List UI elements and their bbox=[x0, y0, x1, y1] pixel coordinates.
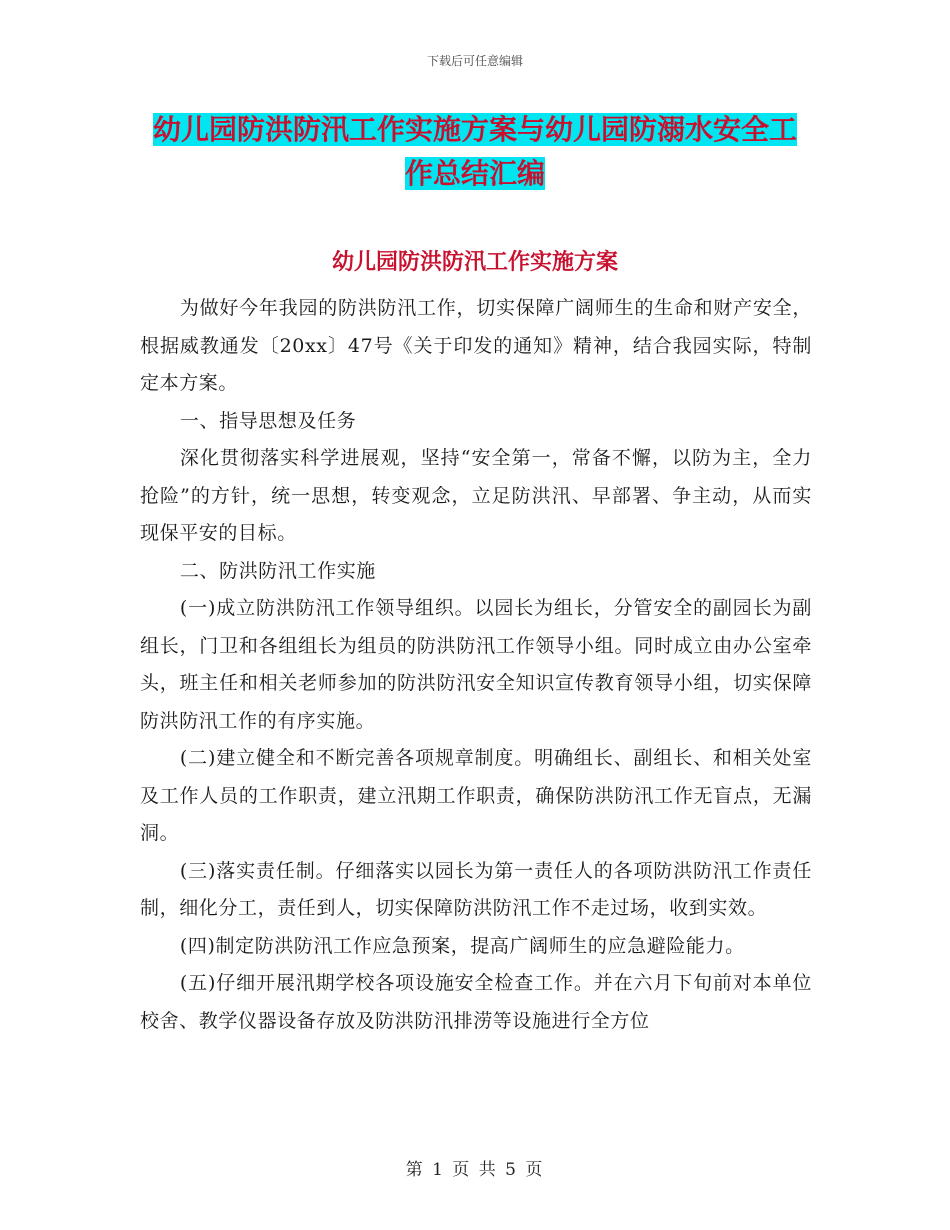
paragraph-item-3: (三)落实责任制。仔细落实以园长为第一责任人的各项防洪防汛工作责任制，细化分工，责任到人，切实保障防洪防汛工作不走过场，收到实效。 bbox=[140, 859, 812, 919]
page-number: 第 1 页 共 5 页 bbox=[405, 1160, 545, 1180]
body-text bbox=[140, 290, 812, 1040]
paragraph-item-1: (一)成立防洪防汛工作领导组织。以园长为组长，分管安全的副园长为副组长，门卫和各组组长为组员的防洪防汛工作领导小组。同时成立由办公室牵头，班主任和相关老师参加的防洪防汛安全知识宣传教育领导小组，切实保障防洪防汛工作的有序实施。 bbox=[140, 597, 812, 732]
title-line-2: 作总结汇编 bbox=[404, 157, 545, 190]
heading-guiding-ideology: 一、指导思想及任务 bbox=[179, 409, 357, 432]
paragraph-item-5: (五)仔细开展汛期学校各项设施安全检查工作。并在六月下旬前对本单位校舍、教学仪器设备存放及防洪防汛排涝等设施进行全方位 bbox=[140, 972, 812, 1032]
paragraph-intro: 为做好今年我园的防洪防汛工作，切实保障广阔师生的生命和财产安全，根据威教通发〔20xx〕47号《关于印发的通知》精神，结合我园实际，特制定本方案。 bbox=[140, 297, 812, 394]
document-title bbox=[140, 108, 810, 196]
title-line-1: 幼儿园防洪防汛工作实施方案与幼儿园防溺水安全工 bbox=[152, 113, 797, 146]
paragraph-item-4: (四)制定防洪防汛工作应急预案，提高广阔师生的应急避险能力。 bbox=[179, 934, 745, 957]
header-note: 下载后可任意编辑 bbox=[426, 54, 523, 68]
paragraph-guiding-ideology: 深化贯彻落实科学进展观，坚持“安全第一，常备不懈，以防为主，全力抢险”的方针，统一思想，转变观念，立足防洪汛、早部署、争主动，从而实现保平安的目标。 bbox=[140, 447, 812, 544]
heading-implementation: 二、防洪防汛工作实施 bbox=[179, 559, 376, 582]
section-title: 幼儿园防洪防汛工作实施方案 bbox=[331, 250, 618, 275]
paragraph-item-2: (二)建立健全和不断完善各项规章制度。明确组长、副组长、和相关处室及工作人员的工作职责，建立汛期工作职责，确保防洪防汛工作无盲点，无漏洞。 bbox=[140, 747, 812, 844]
